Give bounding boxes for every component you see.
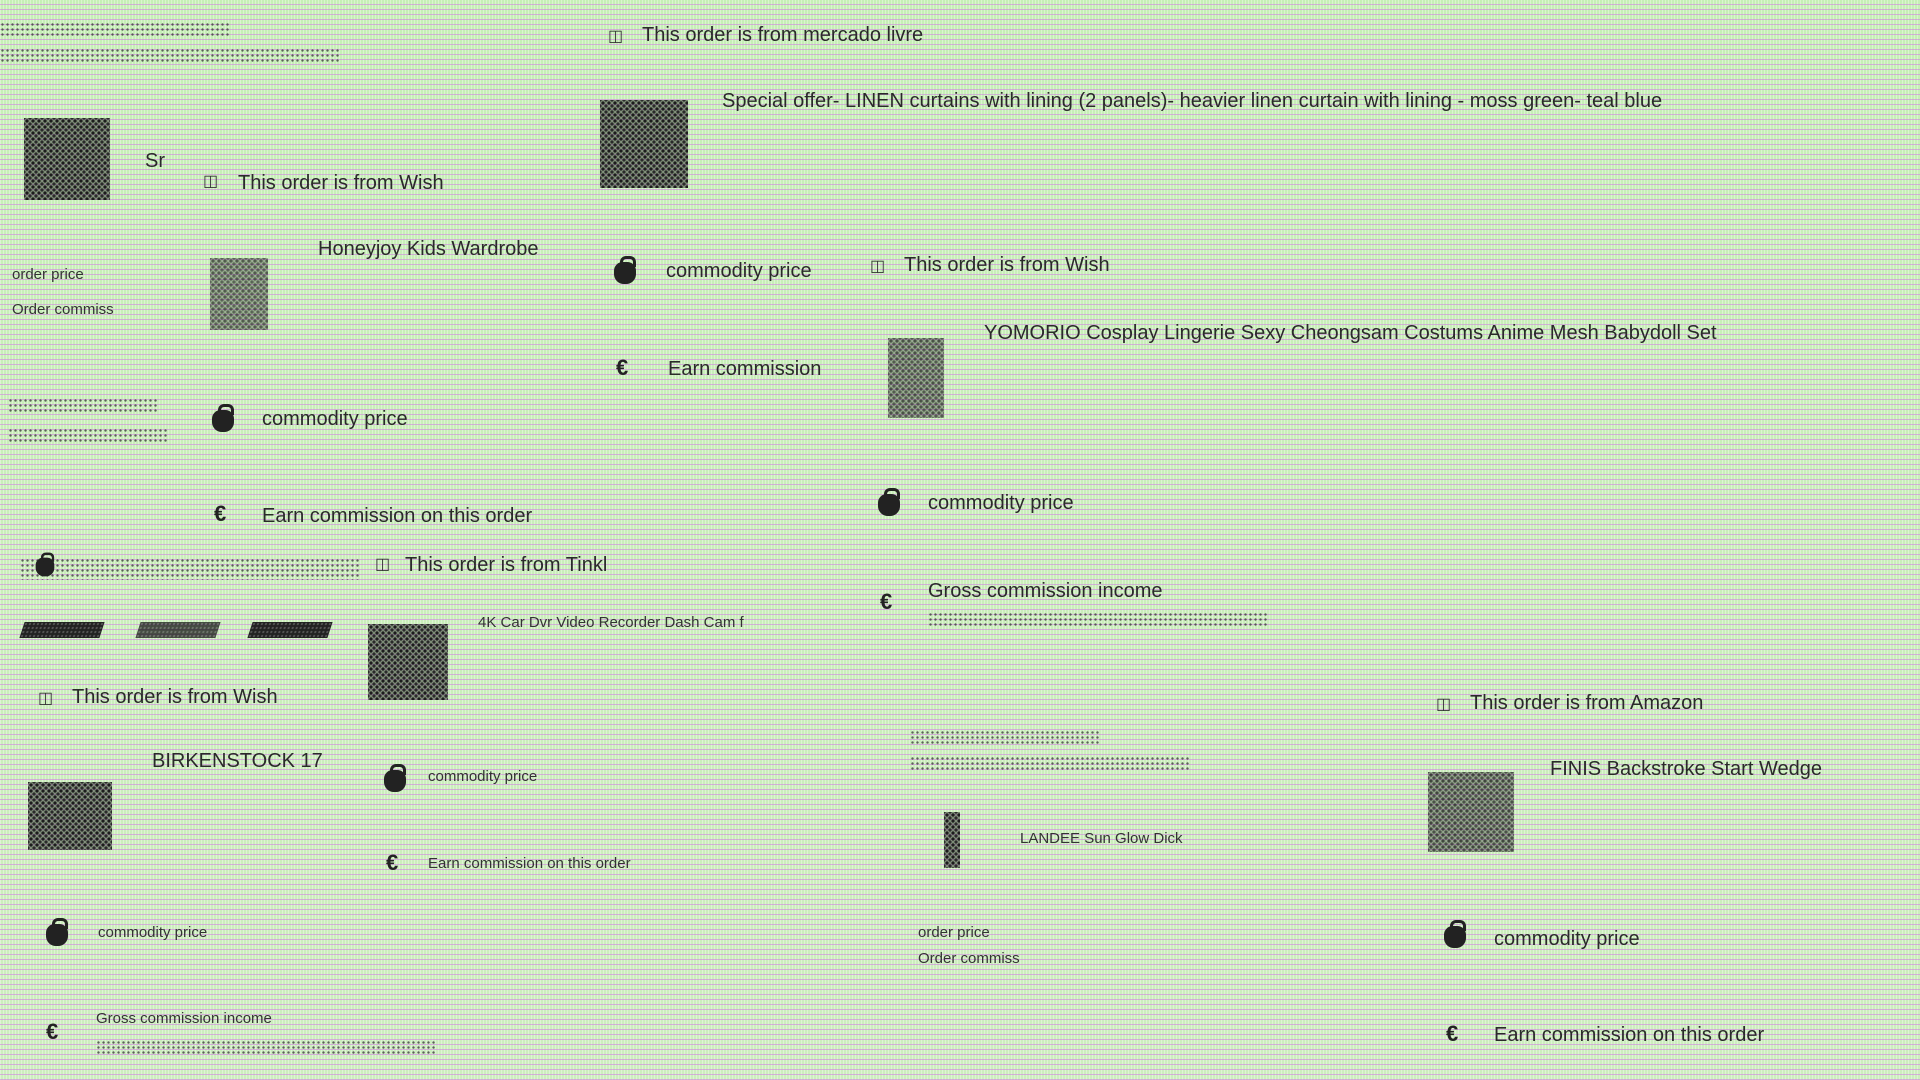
commodity-price-label: commodity price: [262, 408, 408, 430]
tab-bar-segment[interactable]: [135, 622, 220, 638]
text-remnant: [928, 612, 1268, 628]
product-thumbnail[interactable]: [210, 258, 268, 330]
text-remnant: [8, 398, 158, 414]
commission-coin-icon: €: [1446, 1021, 1459, 1046]
store-pin-icon: ◫: [38, 690, 54, 707]
order-source-text: This order is from Amazon: [1470, 692, 1704, 714]
shopping-bag-icon: [1444, 926, 1466, 948]
commission-coin-icon: €: [46, 1019, 59, 1044]
text-remnant: [910, 730, 1100, 746]
commission-coin-icon: €: [214, 501, 227, 526]
earn-commission-label: Earn commission on this order: [1494, 1024, 1765, 1046]
order-source-text: This order is from Wish: [238, 172, 444, 194]
order-source-text: This order is from Wish: [904, 254, 1110, 276]
tab-bar-segment[interactable]: [19, 622, 104, 638]
commodity-price-label: commodity price: [928, 492, 1074, 514]
product-title[interactable]: Honeyjoy Kids Wardrobe: [318, 238, 539, 260]
text-remnant: [8, 428, 168, 444]
earn-commission-label: Earn commission on this order: [262, 505, 533, 527]
header-remnant: [0, 22, 230, 38]
commodity-price-label: commodity price: [98, 924, 208, 941]
shopping-bag-icon: [46, 924, 68, 946]
store-pin-icon: ◫: [870, 258, 886, 275]
product-title[interactable]: FINIS Backstroke Start Wedge: [1550, 758, 1822, 780]
gross-commission-label: Gross commission income: [96, 1010, 272, 1027]
shopping-bag-icon: [878, 494, 900, 516]
store-pin-icon: ◫: [375, 556, 391, 573]
shopping-bag-icon: [614, 262, 636, 284]
order-source-text: This order is from Tinkl: [405, 554, 608, 576]
product-thumbnail[interactable]: [888, 338, 944, 418]
commission-coin-icon: €: [616, 355, 629, 380]
gross-commission-label: Gross commission income: [928, 580, 1163, 602]
product-thumbnail[interactable]: [28, 782, 112, 850]
product-thumbnail[interactable]: [368, 624, 448, 700]
store-pin-icon: ◫: [203, 173, 219, 190]
commission-coin-icon: €: [386, 850, 399, 875]
text-remnant: [910, 756, 1190, 772]
product-thumbnail[interactable]: [1428, 772, 1514, 852]
earn-commission-label: Earn commission: [668, 358, 822, 380]
shopping-bag-icon: [36, 558, 55, 577]
text-remnant: [96, 1040, 436, 1056]
product-thumbnail[interactable]: [944, 812, 960, 868]
order-commission-label: Order commiss: [12, 301, 114, 318]
product-title[interactable]: Special offer- LINEN curtains with lining (2 panels)- heavier linen curtain with lining - moss green- teal blue: [722, 90, 1663, 112]
product-title[interactable]: LANDEE Sun Glow Dick: [1020, 830, 1183, 847]
order-source-text: This order is from Wish: [72, 686, 278, 708]
commodity-price-label: commodity price: [428, 768, 538, 785]
store-pin-icon: ◫: [1436, 696, 1452, 713]
earn-commission-label: Earn commission on this order: [428, 855, 631, 872]
order-price-label: order price: [918, 924, 990, 941]
store-pin-icon: ◫: [608, 28, 624, 45]
commission-coin-icon: €: [880, 589, 893, 614]
header-remnant: [0, 48, 340, 64]
shopping-bag-icon: [212, 410, 234, 432]
shopping-bag-icon: [384, 770, 406, 792]
order-price-label: order price: [12, 266, 84, 283]
product-title[interactable]: Sr: [145, 150, 165, 172]
tab-bar-segment[interactable]: [247, 622, 332, 638]
product-title[interactable]: BIRKENSTOCK 17: [152, 750, 323, 772]
commodity-price-label: commodity price: [666, 260, 812, 282]
product-thumbnail[interactable]: [24, 118, 110, 200]
order-commission-label: Order commiss: [918, 950, 1020, 967]
product-title[interactable]: YOMORIO Cosplay Lingerie Sexy Cheongsam Costums Anime Mesh Babydoll Set: [984, 322, 1717, 344]
filter-bar[interactable]: [20, 558, 360, 580]
product-title[interactable]: 4K Car Dvr Video Recorder Dash Cam f: [478, 614, 744, 631]
product-thumbnail[interactable]: [600, 100, 688, 188]
order-source-text: This order is from mercado livre: [642, 24, 924, 46]
commodity-price-label: commodity price: [1494, 928, 1640, 950]
